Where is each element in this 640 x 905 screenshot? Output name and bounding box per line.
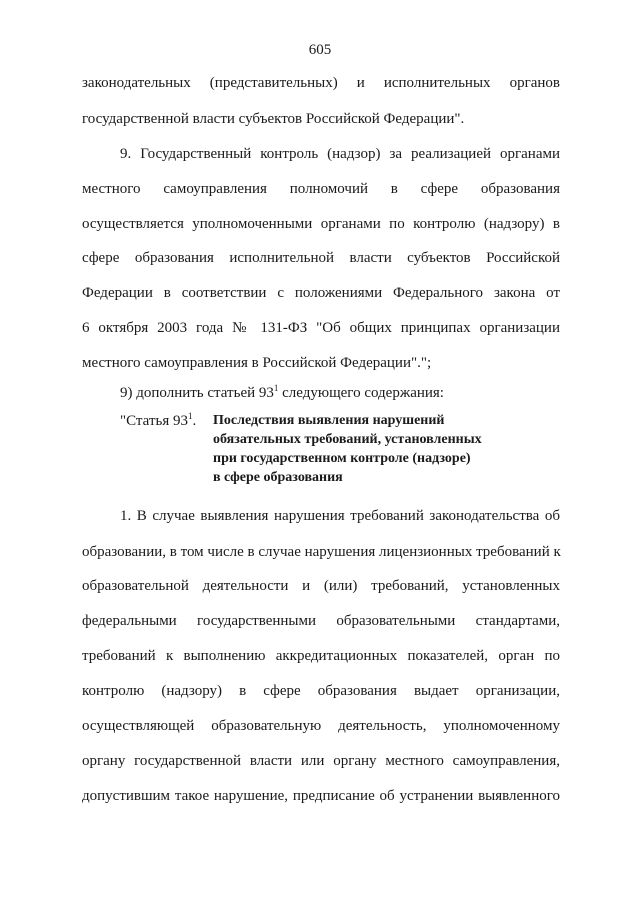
text-line: осуществляющей образовательную деятельность, уполномоченному [82, 718, 560, 734]
text-line: контролю (надзору) в сфере образования выдает организации, [82, 683, 560, 699]
text-line: сфере образования исполнительной власти субъектов Российской [82, 250, 560, 266]
article-label-superscript: 1 [187, 411, 193, 421]
text-line: федеральными государственными образовательными стандартами, [82, 613, 560, 629]
text-line: государственной власти субъектов Российской Федерации". [82, 111, 465, 127]
text-line: законодательных (представительных) и исполнительных органов [82, 75, 560, 91]
text-line: 6 октября 2003 года № 131-ФЗ "Об общих принципах организации [82, 320, 560, 336]
item-9-text-after: следующего содержания: [278, 385, 444, 401]
item-9-superscript: 1 [273, 383, 279, 393]
article-label-prefix: "Статья 93 [120, 413, 188, 429]
text-line: допустившим такое нарушение, предписание об устранении выявленного [82, 788, 560, 804]
article-title-line: при государственном контроле (надзоре) [213, 451, 471, 466]
article-title-line: Последствия выявления нарушений [213, 413, 445, 428]
text-line: 1. В случае выявления нарушения требований законодательства об [120, 508, 560, 524]
article-title [213, 411, 543, 487]
page-number: 605 [308, 42, 332, 58]
text-line: местного самоуправления полномочий в сфере образования [82, 181, 560, 197]
text-line: органу государственной власти или органу местного самоуправления, [82, 753, 560, 769]
item-9-text: 9) дополнить статьей 93 [120, 385, 274, 401]
article-label [120, 411, 196, 431]
text-line: осуществляется уполномоченными органами по контролю (надзору) в [82, 216, 560, 232]
article-title-line: в сфере образования [213, 470, 343, 485]
text-line: 9. Государственный контроль (надзор) за реализацией органами [120, 146, 560, 162]
item-9-line [120, 383, 560, 403]
article-title-line: обязательных требований, установленных [213, 432, 482, 447]
text-line: образовании, в том числе в случае нарушения лицензионных требований к [82, 544, 561, 560]
text-line: местного самоуправления в Российской Федерации"."; [82, 355, 432, 371]
article-label-suffix: . [192, 413, 197, 429]
text-line: образовательной деятельности и (или) требований, установленных [82, 578, 560, 594]
text-line: Федерации в соответствии с положениями Федерального закона от [82, 285, 560, 301]
text-line: требований к выполнению аккредитационных показателей, орган по [82, 648, 560, 664]
